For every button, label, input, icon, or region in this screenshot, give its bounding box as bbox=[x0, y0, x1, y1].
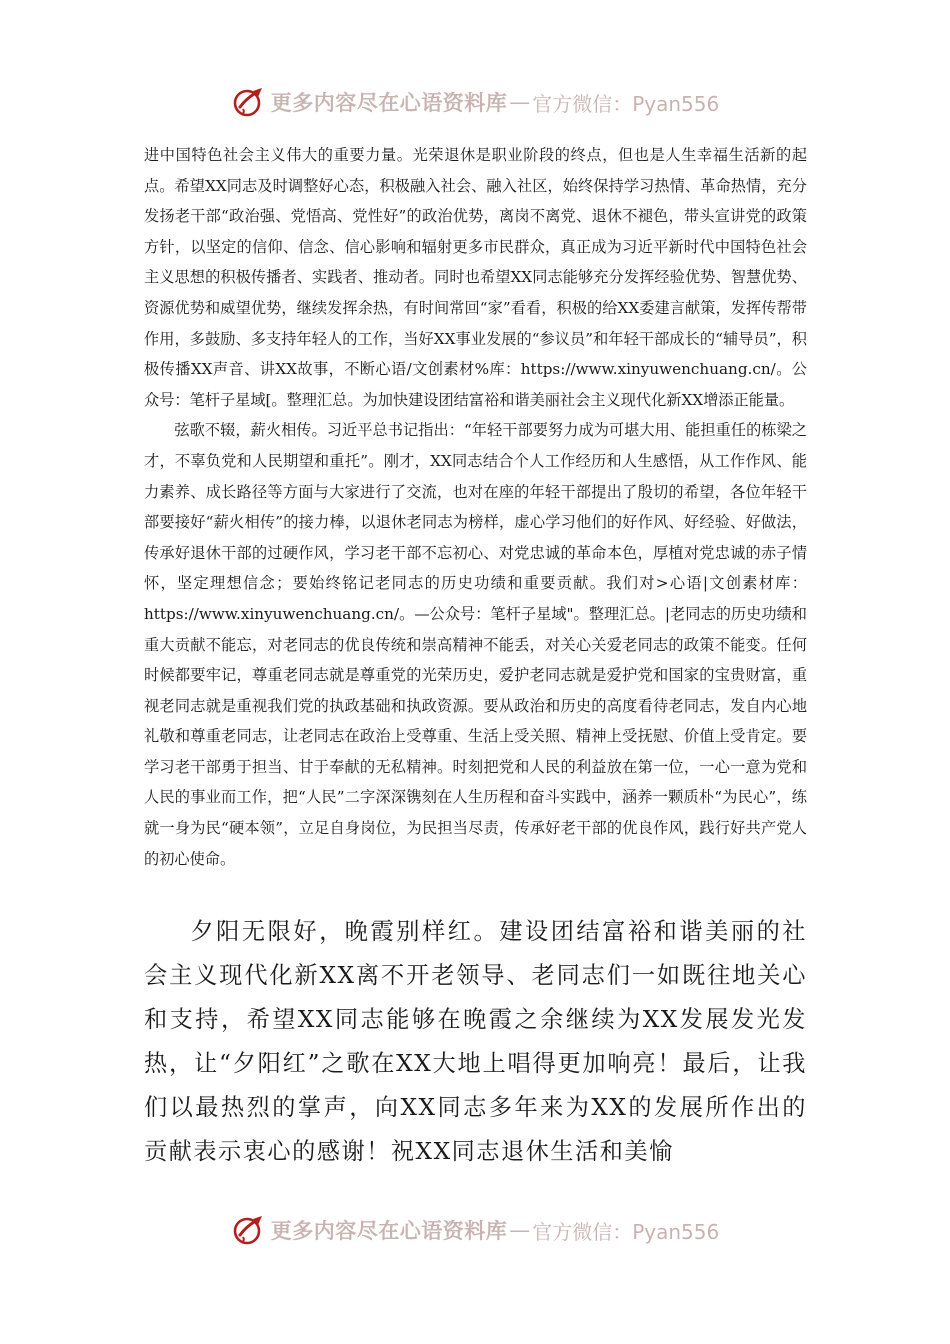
footer-banner bbox=[0, 1210, 950, 1250]
footer-title: 更多内容尽在心语资料库 bbox=[270, 1218, 508, 1243]
brush-pen-seal-icon bbox=[231, 1213, 265, 1247]
header-banner bbox=[0, 82, 950, 122]
banner-title: 更多内容尽在心语资料库 bbox=[270, 90, 508, 115]
document-body bbox=[144, 140, 807, 874]
footer-contact: 官方微信：Pyan556 bbox=[532, 1219, 720, 1244]
banner-separator: — bbox=[509, 90, 531, 114]
footer-separator: — bbox=[509, 1218, 531, 1242]
closing-section bbox=[144, 910, 807, 1174]
closing-paragraph: 夕阳无限好，晚霞别样红。建设团结富裕和谐美丽的社会主义现代化新XX离不开老领导、老同志们一如既往地关心和支持，希望XX同志能够在晚霞之余继续为XX发展发光发热，让“夕阳红”之歌在XX大地上唱得更加响亮！最后，让我们以最热烈的掌声，向XX同志多年来为XX的发展所作出的贡献表示衷心的感谢！祝XX同志退休生活和美愉 bbox=[144, 918, 807, 1165]
paragraph-torch-passing: 弦歌不辍，薪火相传。习近平总书记指出：“年轻干部要努力成为可堪大用、能担重任的栋梁之才，不辜负党和人民期望和重托”。刚才，XX同志结合个人工作经历和人生感悟，从工作作风、能力素养、成长路径等方面与大家进行了交流，也对在座的年轻干部提出了殷切的希望，各位年轻干部要接好“薪火相传”的接力棒，以退休老同志为榜样，虚心学习他们的好作风、好经验、好做法，传承好退休干部的过硬作风，学习老干部不忘初心、对党忠诚的革命本色，厚植对党忠诚的赤子情怀，坚定理想信念；要始终铭记老同志的历史功绩和重要贡献。我们对>心语|文创素材库：https://www.xinyuwenchuang.cn/。—公众号：笔杆子星域"。整理汇总。|老同志的历史功绩和重大贡献不能忘，对老同志的优良传统和崇高精神不能丢，对关心关爱老同志的政策不能变。任何时候都要牢记，尊重老同志就是尊重党的光荣历史，爱护老同志就是爱护党和国家的宝贵财富，重视老同志就是重视我们党的执政基础和执政资源。要从政治和历史的高度看待老同志，发自内心地礼敬和尊重老同志，让老同志在政治上受尊重、生活上受关照、精神上受抚慰、价值上受肯定。要学习老干部勇于担当、甘于奉献的无私精神。时刻把党和人民的利益放在第一位，一心一意为党和人民的事业而工作，把“人民”二字深深镌刻在人生历程和奋斗实践中，涵养一颗质朴“为民心”，练就一身为民“硬本领”，立足自身岗位，为民担当尽责，传承好老干部的优良作风，践行好共产党人的初心使命。 bbox=[144, 421, 807, 868]
brush-pen-seal-icon bbox=[231, 85, 265, 119]
paragraph-continuation: 进中国特色社会主义伟大的重要力量。光荣退休是职业阶段的终点，但也是人生幸福生活新的起点。希望XX同志及时调整好心态，积极融入社会、融入社区，始终保持学习热情、革命热情，充分发扬老干部“政治强、党悟高、党性好”的政治优势，离岗不离党、退休不褪色，带头宣讲党的政策方针，以坚定的信仰、信念、信心影响和辐射更多市民群众，真正成为习近平新时代中国特色社会主义思想的积极传播者、实践者、推动者。同时也希望XX同志能够充分发挥经验优势、智慧优势、资源优势和威望优势，继续发挥余热，有时间常回“家”看看，积极的给XX委建言献策，发挥传帮带作用，多鼓励、多支持年轻人的工作，当好XX事业发展的“参议员”和年轻干部成长的“辅导员”，积极传播XX声音、讲XX故事，不断心语/文创素材%库：https://www.xinyuwenchuang.cn/。公众号：笔杆子星域[。整理汇总。为加快建设团结富裕和谐美丽社会主义现代化新XX增添正能量。 bbox=[144, 146, 807, 409]
banner-contact: 官方微信：Pyan556 bbox=[532, 91, 720, 116]
